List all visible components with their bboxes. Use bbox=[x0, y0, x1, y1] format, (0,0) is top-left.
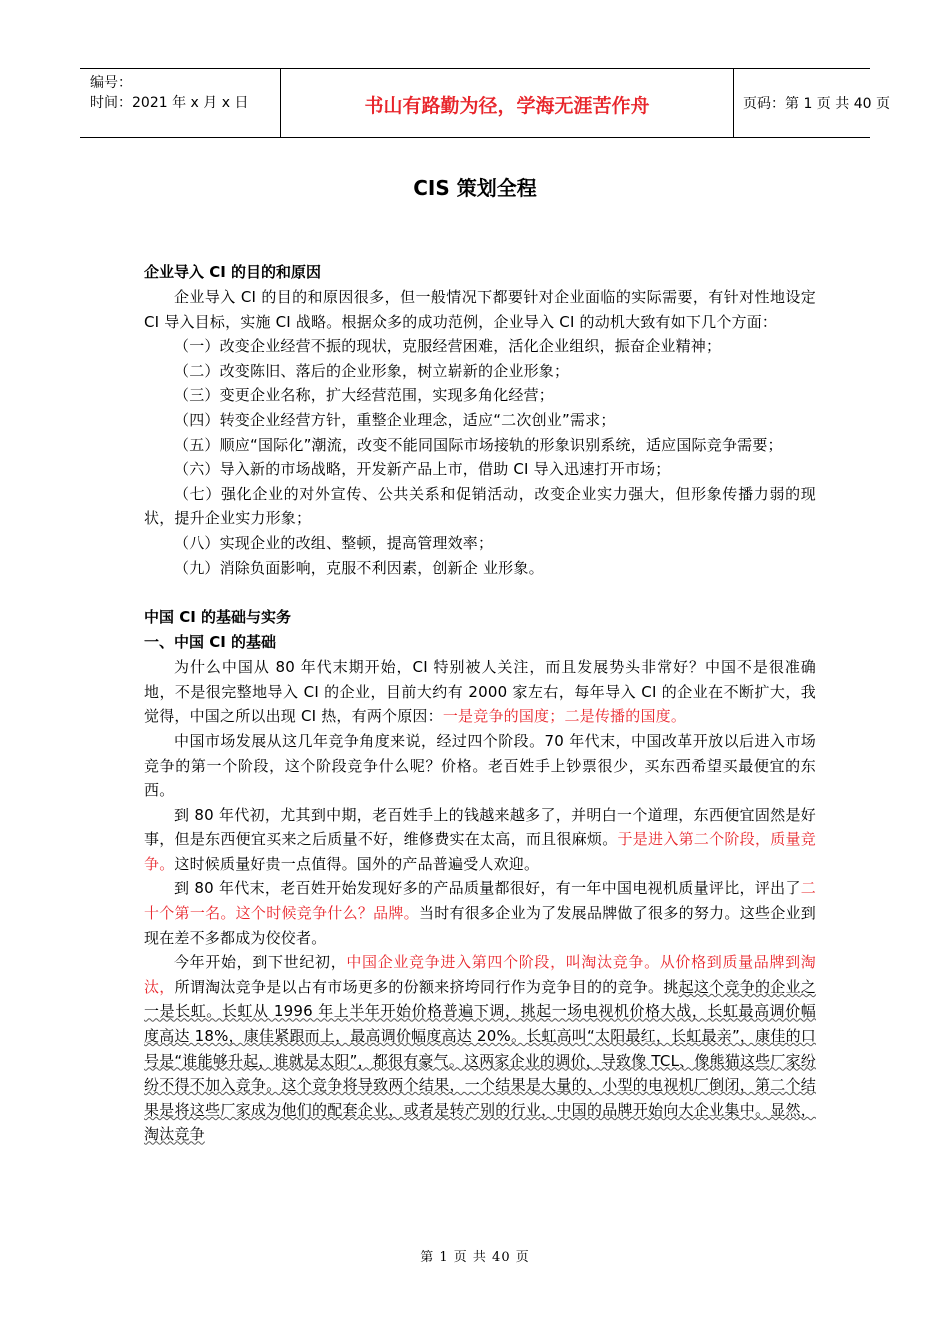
list-item: （三）变更企业名称，扩大经营范围，实现多角化经营； bbox=[174, 386, 555, 405]
paragraph-text: 这时候质量好贵一点值得。国外的产品普遍受人欢迎。 bbox=[174, 854, 540, 873]
document-number-label: 编号： bbox=[90, 75, 132, 91]
highlighted-text: 二十个第一名。这个时候竞争什么？品牌。 bbox=[144, 879, 816, 923]
wavy-underlined-text: 起这个竞争的企业之一是长虹。长虹从 1996 年上半年开始价格普遍下调，挑起一场电视机价格大战，长虹最高调价幅度高达 18%，康佳紧跟而上，最高调价幅度高达 20%。长虹高叫“太阳最红，长虹最亲”，康佳的口号是“谁能够升起，谁就是太阳”，都很有豪气。这两家企业的调价，导致像 TCL、像熊猫这些厂家纷纷不得不加入竞争。这个竞争将导致两个结果，一个结果是大量的、小型的电视机厂倒闭，第二个结果是将这些厂家成为他们的配套企业，或者是转产别的行业，中国的品牌开始向大企业集中。显然，淘汰竞争 bbox=[144, 977, 817, 1144]
highlighted-text: 一是竞争的国度；二是传播的国度。 bbox=[442, 707, 687, 726]
paragraph-text: 今年开始，到下世纪初， bbox=[174, 953, 347, 972]
section-heading: 企业导入 CI 的目的和原因 bbox=[144, 263, 322, 281]
paragraph-text: 为什么中国从 80 年代末期开始，CI 特别被人关注，而且发展势头非常好？中国不是很准确地，不是很完整地导入 CI 的企业，目前大约有 2000 家左右，每年导入 CI 的企业在不断扩大，我觉得，中国之所以出现 CI 热，有两个原因： bbox=[144, 658, 816, 726]
paragraph-text: 到 80 年代末，老百姓开始发现好多的产品质量都很好，有一年中国电视机质量评比，评出了 bbox=[174, 879, 801, 898]
document-date-label: 时间：2021 年 x 月 x 日 bbox=[90, 95, 249, 111]
header-motto-cell bbox=[280, 69, 734, 137]
spacer bbox=[144, 580, 816, 605]
paragraph-text: 当时有很多企业为了发展品牌做了很多的努力。这些企业到现在差不多都成为佼佼者。 bbox=[144, 904, 816, 947]
paragraph bbox=[144, 655, 816, 729]
header-motto: 书山有路勤为径，学海无涯苦作舟 bbox=[364, 95, 650, 117]
list-item: （二）改变陈旧、落后的企业形象，树立崭新的企业形象； bbox=[174, 361, 570, 380]
header-page-cell bbox=[733, 69, 890, 137]
highlighted-text: 于是进入第二个阶段，质量竞争。 bbox=[144, 830, 816, 873]
document-body bbox=[144, 260, 816, 1147]
section-subheading: 一、中国 CI 的基础 bbox=[144, 633, 277, 652]
page-header bbox=[80, 68, 890, 138]
header-page-info: 页码：第 1 页 共 40 页 bbox=[743, 96, 890, 112]
highlighted-text: 中国企业竞争进入第四个阶段，叫淘汰竞争。从价格到质量品牌到淘汰， bbox=[144, 953, 816, 996]
list-item: （九）消除负面影响，克服不利因素，创新企 业形象。 bbox=[174, 558, 544, 577]
page-footer: 第 1 页 共 40 页 bbox=[420, 1250, 530, 1265]
paragraph bbox=[144, 950, 816, 1147]
document-title: CIS 策划全程 bbox=[413, 176, 537, 200]
list-item: （六）导入新的市场战略，开发新产品上市，借助 CI 导入迅速打开市场； bbox=[174, 460, 671, 479]
paragraph: 企业导入 CI 的目的和原因很多，但一般情况下都要针对企业面临的实际需要，有针对性地设定 CI 导入目标，实施 CI 战略。根据众多的成功范例，企业导入 CI 的动机大致有如下几个方面： bbox=[144, 288, 816, 331]
list-item: （一）改变企业经营不振的现状，克服经营困难，活化企业组织，振奋企业精神； bbox=[174, 337, 722, 356]
paragraph: 中国市场发展从这几年竞争角度来说，经过四个阶段。70 年代末，中国改革开放以后进入市场竞争的第一个阶段，这个阶段竞争什么呢？价格。老百姓手上钞票很少，买东西希望买最便宜的东西。 bbox=[144, 731, 816, 800]
paragraph bbox=[144, 803, 816, 877]
list-item: （八）实现企业的改组、整顿，提高管理效率； bbox=[174, 533, 494, 552]
paragraph-text: 到 80 年代初，尤其到中期，老百姓手上的钱越来越多了，并明白一个道理，东西便宜固然是好事，但是东西便宜买来之后质量不好，维修费实在太高，而且很麻烦。 bbox=[144, 805, 816, 849]
list-item: （五）顺应“国际化”潮流，改变不能同国际市场接轨的形象识别系统，适应国际竞争需要； bbox=[174, 435, 783, 454]
section-heading: 中国 CI 的基础与实务 bbox=[144, 608, 292, 627]
list-item: （七）强化企业的对外宣传、公共关系和促销活动，改变企业实力强大，但形象传播力弱的现状，提升企业实力形象； bbox=[144, 484, 816, 528]
paragraph bbox=[144, 876, 816, 950]
header-meta-cell bbox=[80, 69, 280, 137]
paragraph-text: 所谓淘汰竞争是以占有市场更多的份额来挤垮同行作为竞争目的的竞争。挑 bbox=[174, 977, 679, 996]
list-item: （四）转变企业经营方针，重整企业理念，适应“二次创业”需求； bbox=[174, 410, 616, 429]
